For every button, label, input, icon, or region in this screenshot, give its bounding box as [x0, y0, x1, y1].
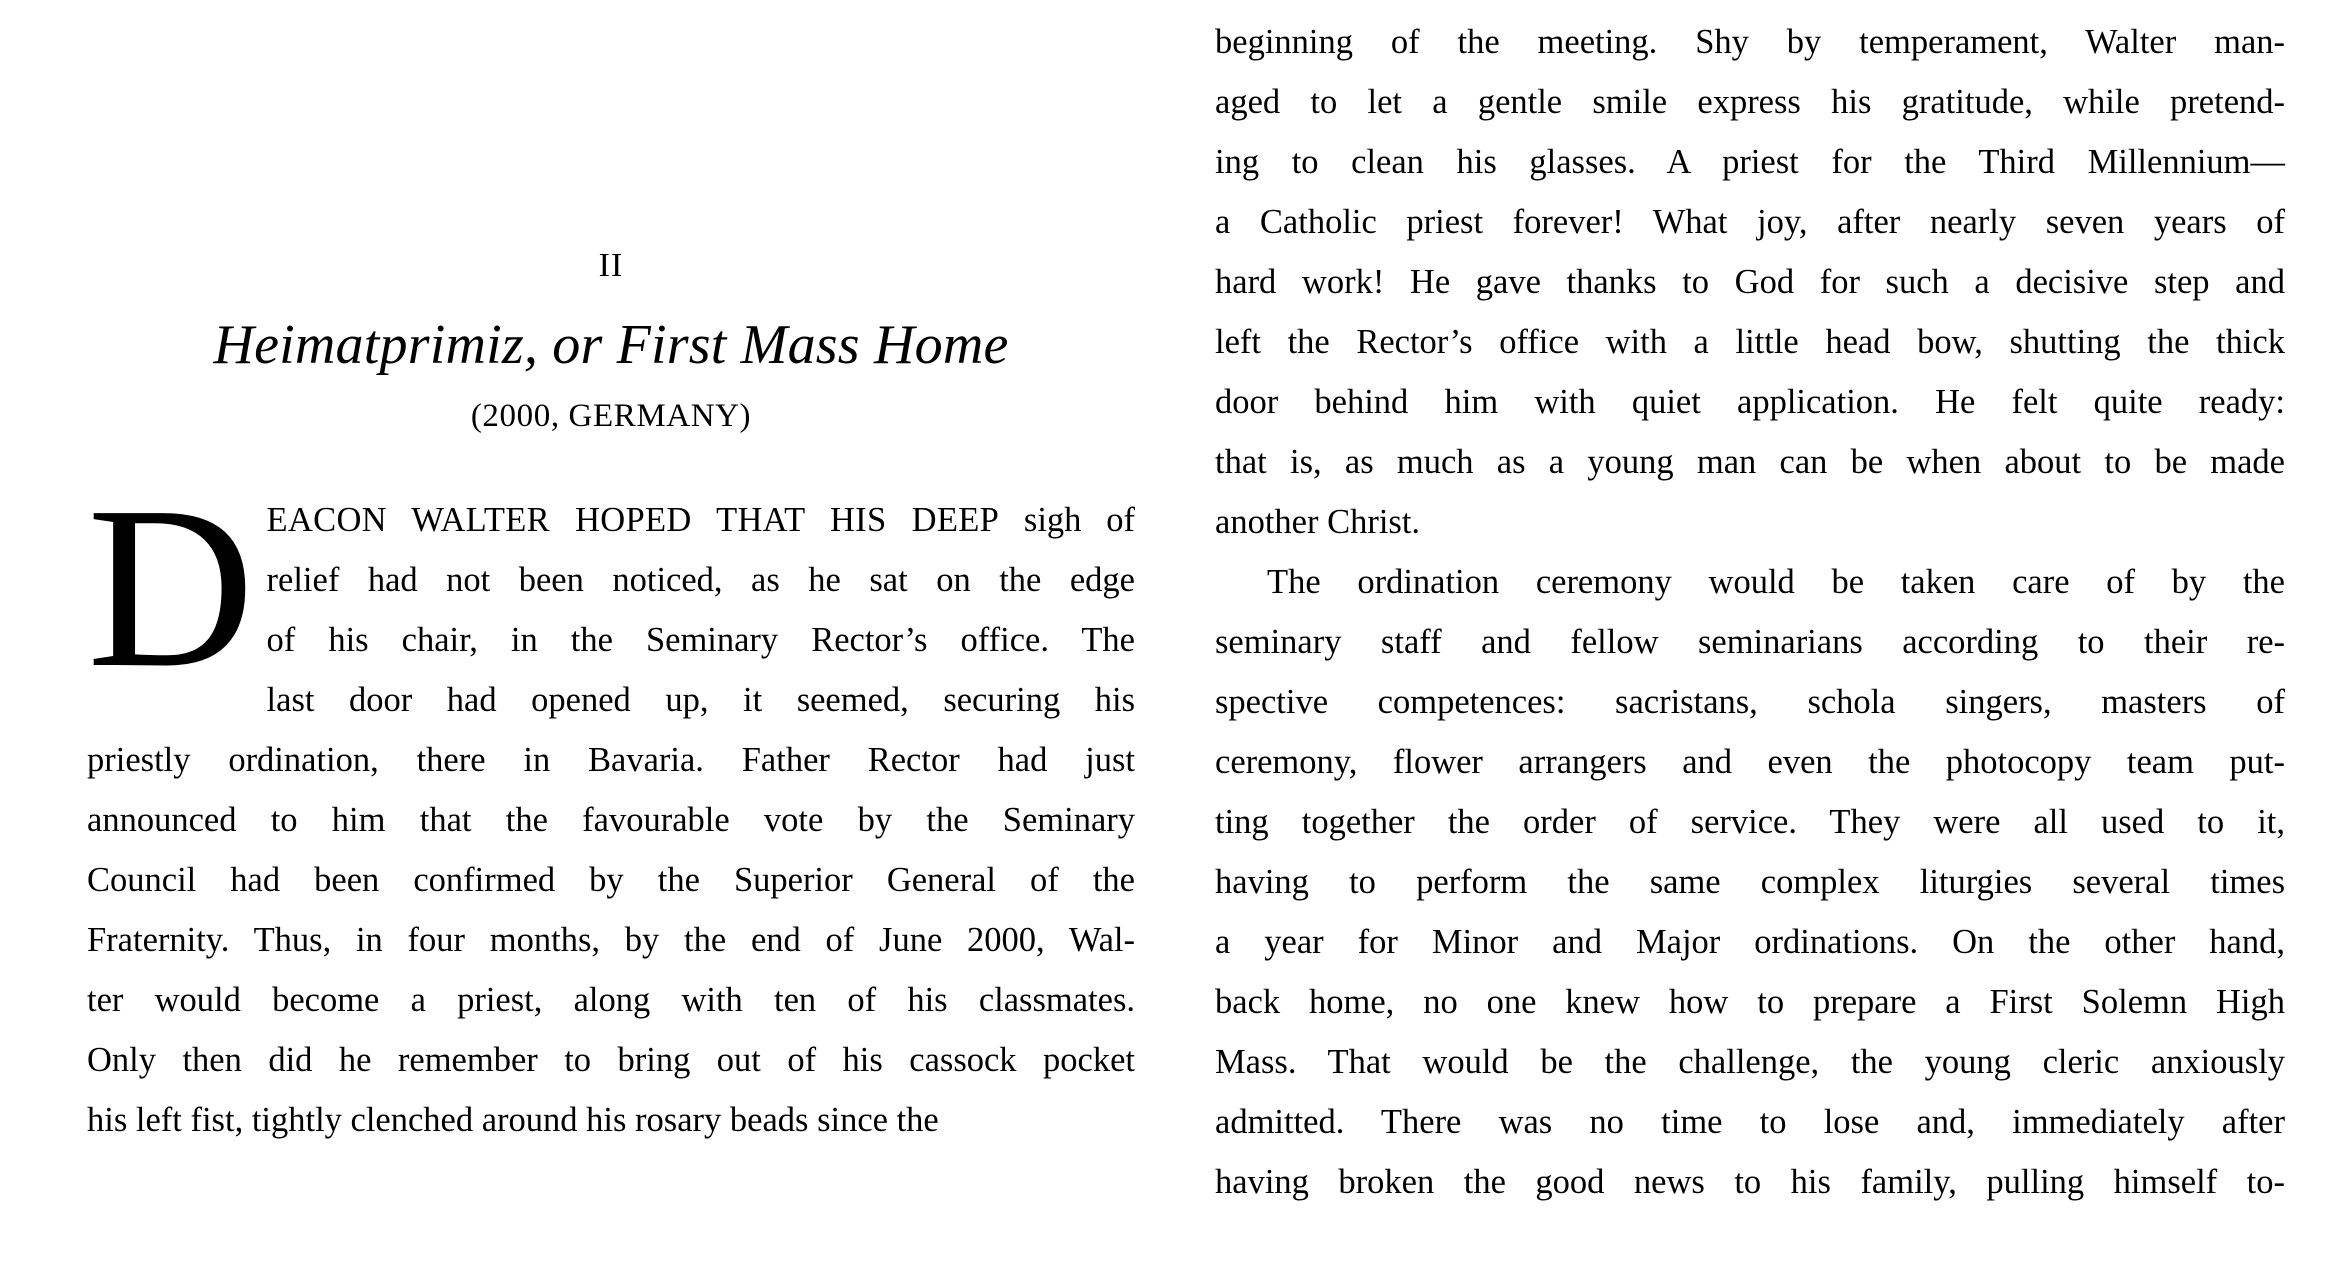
text-line: that is, as much as a young man can be when about to be made	[1215, 443, 2285, 481]
paragraph-ordination-ceremony	[1215, 552, 2285, 1212]
chapter-number: II	[598, 247, 624, 284]
text-line: another Christ.	[1215, 503, 1421, 541]
text-line: ceremony, flower arrangers and even the photocopy team put-	[1215, 743, 2285, 781]
left-column-body	[87, 459, 1136, 1150]
text-line: announced to him that the favourable vote by the Seminary	[87, 801, 1135, 839]
text-line: of his chair, in the Seminary Rector’s office. The	[266, 621, 1135, 659]
text-line: admitted. There was no time to lose and, immediately after	[1215, 1103, 2285, 1141]
text-line: left the Rector’s office with a little head bow, shutting the thick	[1215, 323, 2285, 361]
paragraph-continued	[1215, 12, 2285, 552]
text-line: having to perform the same complex liturgies several times	[1215, 863, 2285, 901]
text-line: relief had not been noticed, as he sat on the edge	[266, 561, 1135, 599]
text-line: Council had been confirmed by the Superior General of the	[87, 861, 1135, 899]
text-line: a Catholic priest forever! What joy, after nearly seven years of	[1215, 203, 2285, 241]
chapter-subtitle: (2000, GERMANY)	[470, 398, 752, 434]
text-line: beginning of the meeting. Shy by temperament, Walter man-	[1215, 23, 2285, 61]
text-line: hard work! He gave thanks to God for such a decisive step and	[1215, 263, 2285, 301]
chapter-title: Heimatprimiz, or First Mass Home	[213, 314, 1009, 376]
text-line: door behind him with quiet application. He felt quite ready:	[1215, 383, 2285, 421]
text-line: last door had opened up, it seemed, securing his	[266, 681, 1135, 719]
text-line: back home, no one knew how to prepare a First Solemn High	[1215, 983, 2285, 1021]
text-line: Mass. That would be the challenge, the young cleric anxiously	[1215, 1043, 2285, 1081]
chapter-heading-block	[87, 0, 1135, 436]
right-column-body	[1215, 0, 2285, 1212]
text-line: ting together the order of service. They were all used to it,	[1215, 803, 2285, 841]
text-line: his left fist, tightly clenched around his rosary beads since the	[87, 1101, 939, 1139]
text-line: The ordination ceremony would be taken care of by the	[1267, 563, 2285, 601]
text-line: aged to let a gentle smile express his gratitude, while pretend-	[1215, 83, 2285, 121]
text-line: spective competences: sacristans, schola singers, masters of	[1215, 683, 2285, 721]
text-line: having broken the good news to his family, pulling himself to-	[1215, 1163, 2285, 1201]
left-text-column	[87, 0, 1135, 1264]
text-line: Only then did he remember to bring out of his cassock pocket	[87, 1041, 1135, 1079]
text-line: seminary staff and fellow seminarians according to their re-	[1215, 623, 2285, 661]
text-line: a year for Minor and Major ordinations. On the other hand,	[1215, 923, 2285, 961]
text-line: ter would become a priest, along with ten of his classmates.	[87, 981, 1135, 1019]
text-line: priestly ordination, there in Bavaria. Father Rector had just	[87, 741, 1135, 779]
opening-small-caps: EACON WALTER HOPED THAT HIS DEEP	[266, 501, 1000, 539]
text-line: Fraternity. Thus, in four months, by the end of June 2000, Wal-	[87, 921, 1135, 959]
drop-cap-letter: D	[87, 459, 255, 716]
right-text-column	[1215, 0, 2285, 1264]
paragraph-opening	[87, 459, 1136, 1150]
text-line: ing to clean his glasses. A priest for the Third Millennium—	[1215, 143, 2285, 181]
text-fragment: sigh of	[999, 501, 1136, 539]
